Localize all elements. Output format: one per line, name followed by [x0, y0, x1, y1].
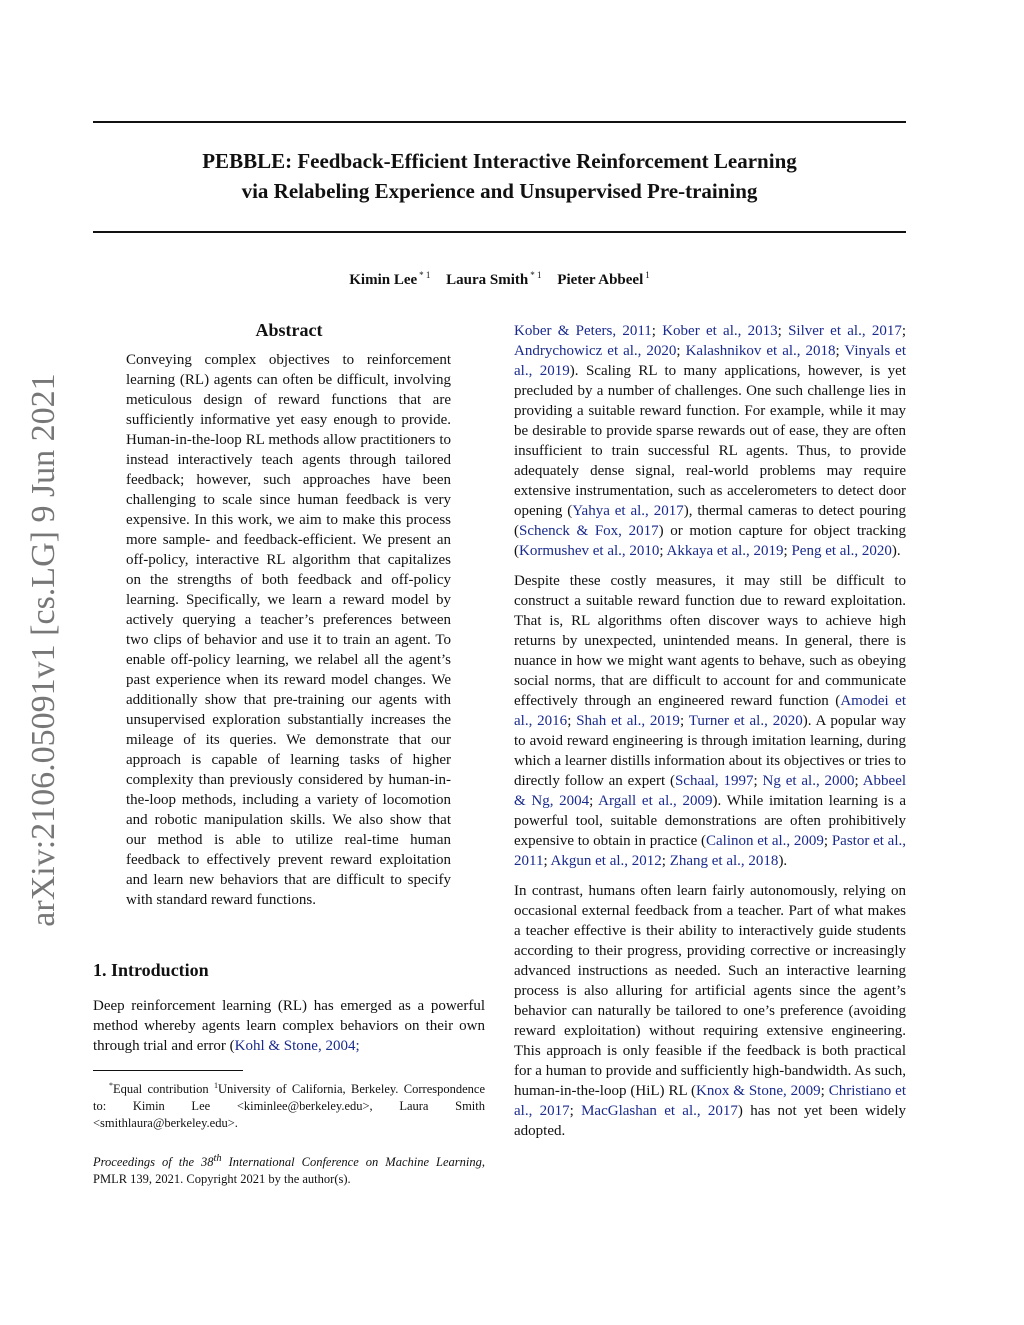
citation-link[interactable]: Knox & Stone, 2009 — [695, 1083, 821, 1099]
paragraph-text: Despite these costly measures, it may still be difficult to construct a suitable reward function due to reward exploitation. That is, RL algorithms often discover ways to achieve high returns by unexpected, unintended means. In general, there is nuance in how we might want agents to behave, such as obeying social norms, that are difficult to account for and communicate effectively through an engineered reward function ( — [514, 573, 906, 709]
citation-link[interactable]: Christiano et al., 2017 — [514, 1083, 906, 1119]
footnote-mark: * — [109, 1081, 113, 1090]
citation-link[interactable]: Kalashnikov et al., 2018 — [685, 343, 836, 359]
author — [446, 272, 541, 288]
paper-title-line-1: PEBBLE: Feedback-Efficient Interactive Reinforcement Learning — [202, 149, 797, 173]
paragraph-text: ) or motion capture for object tracking ( — [514, 523, 906, 559]
footnote — [93, 1077, 485, 1132]
citation-link[interactable]: Pastor et al., 2011 — [514, 833, 906, 869]
footnote-divider — [93, 1070, 243, 1071]
intro-paragraph — [93, 996, 485, 1056]
section-heading-introduction: 1. Introduction — [93, 960, 209, 980]
citation-link[interactable]: Kober et al., 2013 — [662, 323, 778, 339]
author-affiliation-mark: 1 — [645, 270, 650, 280]
citation-link[interactable]: Peng et al., 2020 — [791, 543, 892, 559]
footnote-mark: 1 — [213, 1081, 218, 1090]
left-column — [93, 318, 485, 1188]
paragraph-text: ). A popular way to avoid reward engineering is through imitation learning, during which a learner distills information about its objectives or tries to directly follow an expert ( — [514, 713, 907, 789]
citation-link[interactable]: Schenck & Fox, 2017 — [519, 523, 659, 539]
title-rule-bottom — [93, 231, 906, 233]
paragraph-text: In contrast, humans often learn fairly autonomously, relying on occasional external feedback from a teacher. Part of what makes a teacher effective is their ability to interactively guide students according to their progress, providing corrective or increasingly advanced instructions as needed. Such an interactive learning process is also alluring for artificial agents since the agent’s behavior can naturally be tailored to one’s preference (avoiding reward exploitation) without requiring extensive engineering. This approach is only feasible if the feedback is both practical for a human to provide and sufficiently high-bandwidth. As such, human-in-the-loop (HiL) RL ( — [514, 883, 906, 1099]
footnote-text: University of California, Berkeley. Correspondence to: Kimin Lee <kiminlee@berkeley.edu>, Laura Smith <smithlaura@berkeley.edu>. — [93, 1082, 486, 1130]
citation-link[interactable]: Schaal, 1997 — [674, 773, 754, 789]
proceedings-venue: Proceedings of the 38 — [93, 1155, 214, 1170]
citation-link[interactable]: Amodei et al., 2016 — [514, 693, 906, 729]
paragraph-text: ), thermal cameras to detect pouring ( — [514, 503, 907, 539]
author-name: Laura Smith — [446, 272, 529, 288]
citation-link[interactable]: Ng et al., 2000 — [762, 773, 855, 789]
intro-paragraph: Despite these costly measures, it may still be difficult to construct a suitable reward function due to reward exploitation. That is, RL algorithms often discover ways to achieve high returns by unexpected, unintended means. In general, there is nuance in how we might want agents to behave, such as obeying social norms, that are difficult to account for and communicate effectively through an engineered reward function (Amodei et al., 2016; Shah et al., 2019; Turner et al., 2020). A popular way to avoid reward engineering is through imitation learning, during which a learner distills information about its objectives or tries to directly follow an expert (Schaal, 1997; Ng et al., 2000; Abbeel & Ng, 2004; Argall et al., 2009). While imitation learning is a powerful tool, suitable demonstrations are often prohibitively expensive to obtain in practice (Calinon et al., 2009; Pastor et al., 2011; Akgun et al., 2012; Zhang et al., 2018). — [514, 573, 907, 869]
citation-link[interactable]: Argall et al., 2009 — [598, 793, 713, 809]
citation-link[interactable]: MacGlashan et al., 2017 — [581, 1103, 738, 1119]
paragraph-text: ) has not yet been widely adopted. — [514, 1103, 906, 1139]
abstract-heading: Abstract — [255, 320, 323, 340]
proceedings-note — [93, 1150, 485, 1188]
abstract-text: Conveying complex objectives to reinforcement learning (RL) agents can often be difficult, involving meticulous design of reward functions that are sufficiently informative yet easy enough to provide. Human-in-the-loop RL methods allow practitioners to instead interactively teach agents through tailored feedback; however, such approaches have been challenging to scale since human feedback is very expensive. In this work, we aim to make this process more sample- and feedback-efficient. We present an off-policy, interactive RL algorithm that capitalizes on the strengths of both feedback and off-policy learning. Specifically, we learn a reward model by actively querying a teacher’s preferences between two clips of behavior and use it to train an agent. To enable off-policy learning, we relabel all the agent’s past experience when its reward model changes. We additionally show that pre-training our agents with unsupervised exploration substantially increases the mileage of its queries. We demonstrate that our approach is capable of learning tasks of higher complexity than previously considered by human-in-the-loop methods, including a variety of locomotion and robotic manipulation skills. We also show that our method is able to utilize real-time human feedback to effectively prevent reward exploitation and learn new behaviors that are difficult to specify with standard reward functions. — [126, 352, 451, 908]
citation-link[interactable]: Akkaya et al., 2019 — [666, 543, 784, 559]
intro-paragraph: In contrast, humans often learn fairly autonomously, relying on occasional external feedback from a teacher. Part of what makes a teacher effective is their ability to interactively guide students according to their progress, providing corrective or increasingly advanced instructions as needed. Such an interactive learning process is also alluring for artificial agents since the agent’s behavior can naturally be tailored to one’s preference (avoiding reward exploitation) without requiring extensive engineering. This approach is only feasible if the feedback is both practical for a human to provide and sufficiently high-bandwidth. As such, human-in-the-loop (HiL) RL (Knox & Stone, 2009; Christiano et al., 2017; MacGlashan et al., 2017) has not yet been widely adopted. — [514, 883, 906, 1139]
author-name: Kimin Lee — [349, 272, 418, 288]
citation-link[interactable]: Akgun et al., 2012 — [550, 853, 662, 869]
intro-paragraph: Kober & Peters, 2011; Kober et al., 2013; Silver et al., 2017; Andrychowicz et al., 2020; Kalashnikov et al., 2018; Vinyals et al., 2019). Scaling RL to many applications, however, is yet precluded by a number of challenges. One such challenge lies in providing a suitable reward function. For example, while it may be desirable to provide sparse rewards out of ease, they are often insufficient to train successful RL agents. Thus, to provide adequately dense signal, real-world problems may require extensive instrumentation, such as accelerometers to detect door opening (Yahya et al., 2017), thermal cameras to detect pouring (Schenck & Fox, 2017) or motion capture for object tracking (Kormushev et al., 2010; Akkaya et al., 2019; Peng et al., 2020). — [514, 323, 907, 559]
proceedings-venue: International Conference on Machine Learning — [221, 1155, 482, 1170]
citation-link[interactable]: Yahya et al., 2017 — [572, 503, 684, 519]
citation-link[interactable]: Zhang et al., 2018 — [669, 853, 779, 869]
paper-title-line-2: via Relabeling Experience and Unsupervised Pre-training — [241, 179, 758, 203]
right-column — [514, 321, 906, 1151]
author — [349, 272, 430, 288]
author-list — [93, 265, 906, 290]
author — [557, 272, 649, 288]
author-affiliation-mark: * 1 — [530, 270, 542, 280]
citation-link[interactable]: Kormushev et al., 2010 — [519, 543, 660, 559]
citation-link[interactable]: Silver et al., 2017 — [788, 323, 902, 339]
citation-link[interactable]: Kober & Peters, 2011 — [514, 323, 652, 339]
author-name: Pieter Abbeel — [557, 272, 644, 288]
citation-link[interactable]: Calinon et al., 2009 — [706, 833, 824, 849]
title-rule-top — [93, 121, 906, 123]
proceedings-copyright: , PMLR 139, 2021. Copyright 2021 by the author(s). — [93, 1155, 485, 1187]
citation-link[interactable]: Abbeel & Ng, 2004 — [514, 773, 907, 809]
citation-link[interactable]: Shah et al., 2019 — [576, 713, 680, 729]
citation-link[interactable]: Kohl & Stone, 2004; — [234, 1038, 360, 1054]
footnote-text: Equal contribution — [113, 1082, 214, 1096]
paragraph-text: ). While imitation learning is a powerful tool, suitable demonstrations are often prohibitively expensive to obtain in practice ( — [514, 793, 907, 849]
proceedings-ordinal: th — [213, 1153, 222, 1164]
arxiv-identifier-stamp: arXiv:2106.05091v1 [cs.LG] 9 Jun 2021 — [25, 373, 62, 927]
paragraph-text: Deep reinforcement learning (RL) has emerged as a powerful method whereby agents learn complex behaviors on their own through trial and error ( — [93, 998, 485, 1054]
citation-link[interactable]: Andrychowicz et al., 2020 — [514, 343, 677, 359]
author-affiliation-mark: * 1 — [419, 270, 431, 280]
citation-link[interactable]: Turner et al., 2020 — [688, 713, 803, 729]
paragraph-text: ). Scaling RL to many applications, however, is yet precluded by a number of challenges. One such challenge lies in providing a suitable reward function. For example, while it may be desirable to provide sparse rewards out of ease, they are often insufficient to train successful RL agents. Thus, to provide adequately dense signal, real-world problems may require extensive instrumentation, such as accelerometers to detect door opening ( — [514, 363, 907, 519]
citation-link[interactable]: Vinyals et al., 2019 — [514, 343, 906, 379]
